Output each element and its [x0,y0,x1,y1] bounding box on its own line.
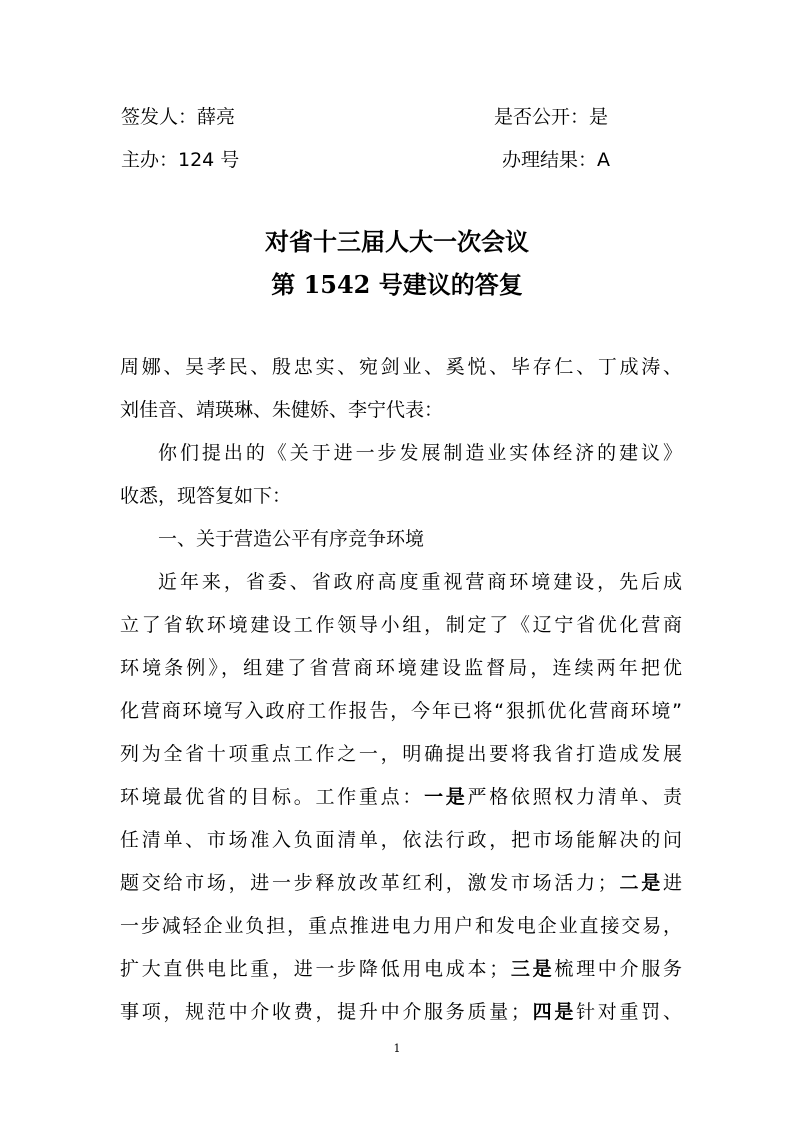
intro-line-1: 你们提出的《关于进一步发展制造业实体经济的建议》 [158,442,682,464]
body-line-4: 化营商环境写入政府工作报告，今年已将“狠抓优化营商环境” [120,700,682,722]
body-line-8 [120,871,682,895]
section-heading: 一、关于营造公平有序竞争环境 [158,528,425,550]
body-line-6 [120,785,682,809]
body-line-2: 立了省软环境建设工作领导小组，制定了《辽宁省优化营商 [120,614,682,636]
emphasis-2: 二是 [616,872,663,894]
host-number-label: 主办：124 号 [121,149,240,171]
addressee-line-2: 刘佳音、靖瑛琳、朱健娇、李宁代表： [120,399,444,421]
body-text: 环境最优省的目标。工作重点： [120,786,425,808]
body-line-5: 列为全省十项重点工作之一，明确提出要将我省打造成发展 [120,743,682,765]
public-status-label: 是否公开：是 [494,106,609,128]
body-line-10 [120,957,682,981]
body-text: 针对重罚、 [576,1001,682,1023]
body-line-7: 任清单、市场准入负面清单，依法行政，把市场能解决的问 [120,829,682,851]
body-text: 进 [662,872,682,894]
body-text: 梳理中介服务 [554,958,682,980]
body-line-9: 一步减轻企业负担，重点推进电力用户和发电企业直接交易， [120,915,682,937]
body-line-1: 近年来，省委、省政府高度重视营商环境建设，先后成 [158,571,682,593]
body-text: 题交给市场，进一步释放改革红利，激发市场活力； [120,872,617,894]
addressee-line-1: 周娜、吴孝民、殷忠实、宛剑业、奚悦、毕存仁、丁成涛、 [120,356,682,378]
emphasis-1: 一是 [424,786,468,808]
document-title-line-1: 对省十三届人大一次会议 [265,227,529,256]
result-label: 办理结果：A [502,149,610,171]
signer-label: 签发人：薛亮 [121,106,236,128]
body-text: 严格依照权力清单、责 [467,786,682,808]
body-text: 事项，规范中介收费，提升中介服务质量； [120,1001,530,1023]
body-line-3: 环境条例》，组建了省营商环境建设监督局，连续两年把优 [120,657,682,679]
intro-line-2: 收悉，现答复如下： [120,485,292,507]
page-number: 1 [393,1042,401,1055]
document-title-line-2: 第 1542 号建议的答复 [271,270,523,299]
emphasis-4: 四是 [529,1001,577,1023]
body-text: 扩大直供电比重，进一步降低用电成本； [120,958,509,980]
body-line-11 [120,1000,682,1024]
emphasis-3: 三是 [508,958,555,980]
